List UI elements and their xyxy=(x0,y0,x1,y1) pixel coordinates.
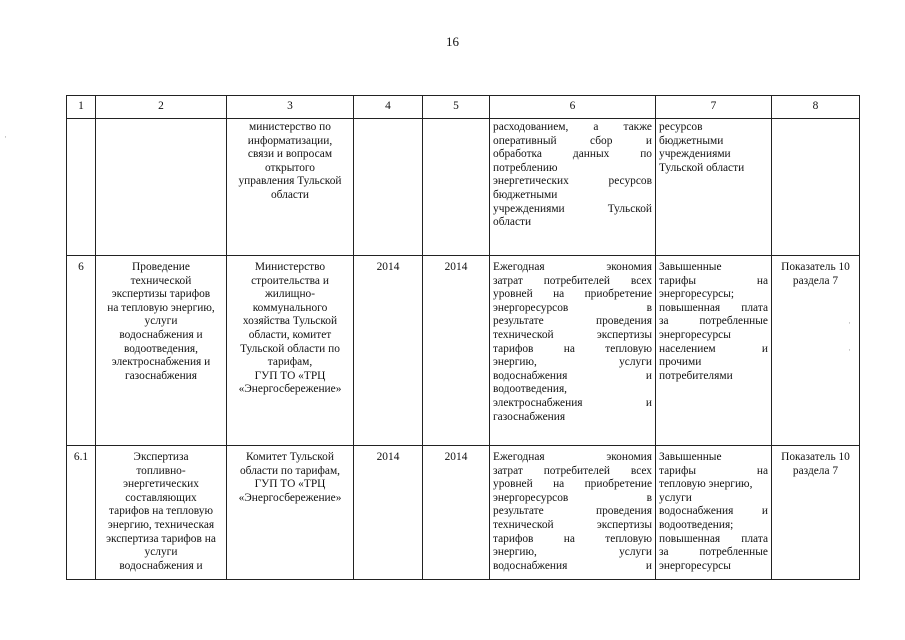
cell-line: «Энергосбережение» xyxy=(238,491,342,504)
cell-line: открытого xyxy=(264,161,315,174)
cell-line: затрат потребителей всех xyxy=(493,274,652,287)
header-cell: 3 xyxy=(227,96,354,119)
year-start-cell xyxy=(354,119,423,256)
year-start-cell: 2014 xyxy=(354,256,423,446)
cell-line: топливно- xyxy=(136,464,186,477)
cell-line: Тульской области xyxy=(659,161,745,174)
cell-line: бюджетными xyxy=(659,134,724,147)
cell-line: водоснабжения и xyxy=(493,369,652,382)
year-start-cell: 2014 xyxy=(354,446,423,580)
cell-line: энергоресурсы xyxy=(659,328,731,341)
cell-line: за потребленные xyxy=(659,546,768,559)
indicator-cell xyxy=(772,119,860,256)
cell-line: области xyxy=(493,216,532,229)
cell-line: составляющих xyxy=(125,491,197,504)
cell-line: бюджетными xyxy=(493,188,558,201)
cell-line: энергоресурсов в xyxy=(493,301,652,314)
cell-line: электроснабжения и xyxy=(493,396,652,409)
cell-line: обработка данных по xyxy=(493,148,652,161)
row-number-cell xyxy=(67,119,96,256)
cell-line: энергоресурсы xyxy=(659,559,731,572)
executor-cell xyxy=(227,119,354,256)
cell-line: строительства и xyxy=(251,274,329,287)
cell-line: Ежегодная экономия xyxy=(493,451,652,463)
cell-line: услуги xyxy=(659,491,692,504)
cell-line: водоснабжения и xyxy=(493,559,652,572)
scan-mark: · xyxy=(848,318,851,328)
cell-line: технической экспертизы xyxy=(493,328,652,341)
cell-line: тарифы на xyxy=(659,274,768,287)
cell-line: тарифам, xyxy=(267,356,313,369)
cell-line: Завышенные xyxy=(659,261,722,273)
activity-cell xyxy=(96,256,227,446)
year-end-cell: 2014 xyxy=(423,256,490,446)
cell-line: энергоресурсы; xyxy=(659,288,735,301)
cell-line: области xyxy=(270,188,310,201)
cell-line: хозяйства Тульской xyxy=(242,315,338,328)
cell-line: технической экспертизы xyxy=(493,518,652,531)
header-cell: 1 xyxy=(67,96,96,119)
activity-cell xyxy=(96,446,227,580)
cell-line: экспертиза тарифов на xyxy=(106,532,216,545)
cell-line: водоснабжения и xyxy=(119,328,203,341)
cell-line: энергию, услуги xyxy=(493,546,652,559)
row-number-cell: 6 xyxy=(67,256,96,446)
cell-line: Тульской области по xyxy=(240,342,340,355)
header-cell: 2 xyxy=(96,96,227,119)
cell-line: потреблению xyxy=(493,161,558,174)
cell-line: оперативный сбор и xyxy=(493,134,652,147)
header-cell: 7 xyxy=(656,96,772,119)
cell-line: расходованием, а также xyxy=(493,121,652,133)
row-number-cell: 6.1 xyxy=(67,446,96,580)
cell-line: области по тарифам, xyxy=(239,464,341,477)
cell-line: Показатель 10 xyxy=(781,261,850,273)
cell-line: учреждениями xyxy=(659,148,731,161)
result-cell xyxy=(490,119,656,256)
cell-line: Показатель 10 xyxy=(781,451,850,463)
cell-line: раздела 7 xyxy=(792,274,839,287)
cell-line: водоотведения; xyxy=(659,518,734,531)
cell-line: услуги xyxy=(144,315,178,328)
cell-line: повышенная плата xyxy=(659,301,768,314)
cell-line: Комитет Тульской xyxy=(246,451,334,463)
risk-cell xyxy=(656,446,772,580)
scan-mark: · xyxy=(848,345,851,355)
cell-line: министерство по xyxy=(249,121,331,133)
table-row xyxy=(67,256,860,446)
indicator-cell xyxy=(772,446,860,580)
cell-line: тарифов на тепловую xyxy=(493,342,652,355)
cell-line: водоснабжения и xyxy=(659,505,768,518)
cell-line: энергетических xyxy=(123,478,199,491)
risk-cell xyxy=(656,256,772,446)
header-cell: 6 xyxy=(490,96,656,119)
cell-line: раздела 7 xyxy=(792,464,839,477)
cell-line: Экспертиза xyxy=(133,451,189,463)
cell-line: услуги xyxy=(144,546,178,559)
cell-line: результате проведения xyxy=(493,315,652,328)
cell-line: технической xyxy=(130,274,192,287)
cell-line: связи и вопросам xyxy=(247,148,333,161)
cell-line: водоотведения, xyxy=(493,383,568,396)
year-end-cell xyxy=(423,119,490,256)
cell-line: на тепловую энергию, xyxy=(107,301,215,314)
indicator-cell xyxy=(772,256,860,446)
cell-line: тепловую энергию, xyxy=(659,478,753,491)
cell-line: Завышенные xyxy=(659,451,722,463)
cell-line: Министерство xyxy=(254,261,326,273)
cell-line: населением и xyxy=(659,342,768,355)
cell-line: потребителями xyxy=(659,369,733,382)
cell-line: водоснабжения и xyxy=(119,559,203,572)
executor-cell xyxy=(227,256,354,446)
cell-line: газоснабжения xyxy=(493,410,566,423)
table-row xyxy=(67,446,860,580)
cell-line: «Энергосбережение» xyxy=(238,383,342,396)
cell-line: ресурсов xyxy=(659,121,703,133)
table-row xyxy=(67,119,860,256)
cell-line: Ежегодная экономия xyxy=(493,261,652,273)
cell-line: учреждениями Тульской xyxy=(493,202,652,215)
result-cell xyxy=(490,256,656,446)
cell-line: газоснабжения xyxy=(124,369,198,382)
cell-line: результате проведения xyxy=(493,505,652,518)
cell-line: управления Тульской xyxy=(238,175,342,188)
cell-line: тарифы на xyxy=(659,464,768,477)
cell-line: жилищно- xyxy=(264,288,316,301)
year-end-cell: 2014 xyxy=(423,446,490,580)
cell-line: уровней на приобретение xyxy=(493,288,652,301)
executor-cell xyxy=(227,446,354,580)
cell-line: уровней на приобретение xyxy=(493,478,652,491)
cell-line: экспертизы тарифов xyxy=(111,288,211,301)
cell-line: за потребленные xyxy=(659,315,768,328)
measures-table xyxy=(66,95,860,580)
risk-cell xyxy=(656,119,772,256)
result-cell xyxy=(490,446,656,580)
header-cell: 5 xyxy=(423,96,490,119)
cell-line: ГУП ТО «ТРЦ xyxy=(254,369,326,382)
cell-line: энергетических ресурсов xyxy=(493,175,652,188)
cell-line: тарифов на тепловую xyxy=(109,505,213,518)
cell-line: энергию, техническая xyxy=(107,518,215,531)
cell-line: водоотведения, xyxy=(123,342,199,355)
cell-line: прочими xyxy=(659,356,702,369)
cell-line: области, комитет xyxy=(248,328,332,341)
cell-line: энергоресурсов в xyxy=(493,491,652,504)
page-number: 16 xyxy=(446,34,459,49)
cell-line: затрат потребителей всех xyxy=(493,464,652,477)
header-row xyxy=(67,96,860,119)
cell-line: коммунального xyxy=(252,301,328,314)
activity-cell xyxy=(96,119,227,256)
header-cell: 8 xyxy=(772,96,860,119)
cell-line: повышенная плата xyxy=(659,532,768,545)
cell-line: Проведение xyxy=(132,261,190,273)
cell-line: энергию, услуги xyxy=(493,356,652,369)
cell-line: электроснабжения и xyxy=(111,356,211,369)
cell-line: тарифов на тепловую xyxy=(493,532,652,545)
cell-line: ГУП ТО «ТРЦ xyxy=(254,478,326,491)
header-cell: 4 xyxy=(354,96,423,119)
scan-mark: · xyxy=(4,132,7,142)
cell-line: информатизации, xyxy=(247,134,333,147)
